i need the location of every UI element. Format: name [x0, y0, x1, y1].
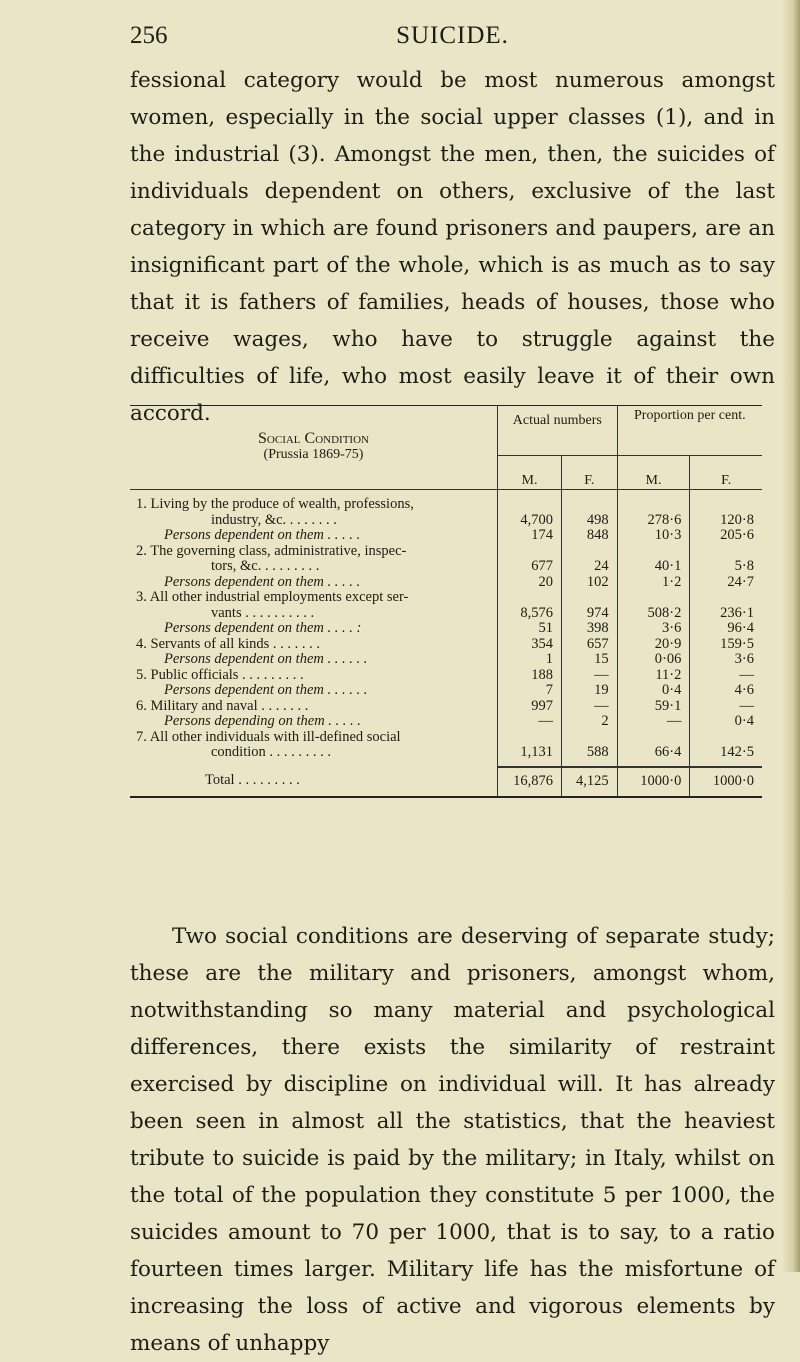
table-row [130, 544, 762, 575]
cell-pm: 508·2 [617, 590, 690, 621]
cell-f: 15 [562, 652, 618, 668]
row-label-line: 3. All other industrial employments except ser- [136, 589, 409, 605]
table-row [130, 637, 762, 653]
cell-f: 19 [562, 683, 618, 699]
cell-m: 4,700 [498, 497, 562, 528]
table-row [130, 683, 762, 699]
row-label-line: Persons dependent on them . . . . . . [164, 682, 368, 698]
row-label [130, 544, 498, 575]
cell-m: 7 [498, 683, 562, 699]
cell-pm: 3·6 [617, 621, 690, 637]
row-label [130, 497, 498, 528]
row-label-line: 4. Servants of all kinds . . . . . . . [136, 635, 321, 652]
row-label-line: 5. Public officials . . . . . . . . . [136, 666, 304, 683]
cell-pm: 59·1 [617, 699, 690, 715]
row-label-line: Persons dependent on them . . . . . . [164, 651, 368, 667]
row-label-line: Persons dependent on them . . . . . [164, 573, 361, 590]
page-number: 256 [130, 22, 168, 49]
cell-pm: 0·4 [617, 683, 690, 699]
cell-pm: 278·6 [617, 497, 690, 528]
total-f: 4,125 [562, 767, 618, 797]
cell-m: — [498, 714, 562, 730]
row-label-line: industry, &c. . . . . . . . [211, 511, 337, 528]
cell-pf: 120·8 [690, 497, 762, 528]
table-row [130, 730, 762, 761]
cell-m: 8,576 [498, 590, 562, 621]
cell-f: 398 [562, 621, 618, 637]
row-label [130, 714, 498, 730]
cell-pm: 0·06 [617, 652, 690, 668]
cell-pm: 10·3 [617, 528, 690, 544]
cell-pf: 96·4 [690, 621, 762, 637]
cell-f: — [562, 699, 618, 715]
table-row [130, 497, 762, 528]
row-label-line: condition . . . . . . . . . [211, 744, 332, 760]
cell-f: 2 [562, 714, 618, 730]
cell-f: 24 [562, 544, 618, 575]
cell-m: 1 [498, 652, 562, 668]
row-label [130, 652, 498, 668]
table-row [130, 528, 762, 544]
cell-pm: 11·2 [617, 668, 690, 684]
cell-f: 848 [562, 528, 618, 544]
row-label [130, 683, 498, 699]
table-row [130, 652, 762, 668]
table-row [130, 714, 762, 730]
row-label [130, 730, 498, 761]
running-head [130, 22, 775, 56]
header-prop-f: F. [690, 455, 762, 489]
header-condition-label: Social Condition [258, 430, 369, 448]
chapter-title: SUICIDE. [396, 22, 509, 49]
suicide-social-condition-table [130, 405, 762, 798]
row-label-line: 2. The governing class, administrative, inspec- [136, 542, 407, 559]
cell-pf: — [690, 668, 762, 684]
total-pm: 1000·0 [617, 767, 690, 797]
cell-pf: — [690, 699, 762, 715]
row-label-line: Persons dependent on them . . . . . [164, 527, 361, 543]
cell-pf: 3·6 [690, 652, 762, 668]
cell-m: 174 [498, 528, 562, 544]
cell-m: 20 [498, 575, 562, 591]
total-m: 16,876 [498, 767, 562, 797]
cell-pf: 24·7 [690, 575, 762, 591]
cell-m: 677 [498, 544, 562, 575]
row-label [130, 621, 498, 637]
cell-pf: 236·1 [690, 590, 762, 621]
cell-f: 498 [562, 497, 618, 528]
paragraph-1: fessional category would be most numerous amongst women, especially in the social upper classes (1), and in the industrial (3). Amongst the men, then, the suicides of individuals dependent on others, exclusive of the last category in which are found prisoners and paupers, are an insignificant part of the whole, which is as much as to say that it is fathers of families, heads of houses, those who receive wages, who have to struggle against the difficulties of life, who most easily leave it of their own accord. [130, 68, 775, 426]
cell-pf: 0·4 [690, 714, 762, 730]
cell-pm: 66·4 [617, 730, 690, 761]
total-label: Total . . . . . . . . . [205, 772, 300, 789]
row-label [130, 637, 498, 653]
row-label-line: tors, &c. . . . . . . . . [211, 558, 320, 574]
row-label-line: 7. All other individuals with ill-defined social [136, 728, 401, 745]
table-row [130, 699, 762, 715]
row-label-line: vants . . . . . . . . . . [211, 604, 315, 621]
row-label [130, 528, 498, 544]
cell-pm: 1·2 [617, 575, 690, 591]
cell-m: 354 [498, 637, 562, 653]
cell-f: 588 [562, 730, 618, 761]
paragraph-2: Two social conditions are deserving of separate study; these are the military and prisoners, amongst whom, notwithstanding so many material and psychological differences, there exists the similarity of restraint exercised by discipline on individual will. It has already been seen in almost all the statistics, that the heaviest tribute to suicide is paid by the military; in Italy, whilst on the total of the population they constitute 5 per 1000, the suicides amount to 70 per 1000, that is to say, to a ratio fourteen times larger. Military life has the misfortune of increasing the loss of active and vigorous elements by means of unhappy [130, 924, 775, 1356]
cell-pf: 205·6 [690, 528, 762, 544]
cell-pm: 20·9 [617, 637, 690, 653]
table-row [130, 590, 762, 621]
cell-f: 974 [562, 590, 618, 621]
cell-f: 657 [562, 637, 618, 653]
row-label [130, 590, 498, 621]
cell-f: — [562, 668, 618, 684]
total-pf: 1000·0 [690, 767, 762, 797]
row-label-line: Persons dependent on them . . . . : [164, 620, 362, 636]
cell-m: 997 [498, 699, 562, 715]
cell-pf: 4·6 [690, 683, 762, 699]
table-row [130, 575, 762, 591]
table-row [130, 621, 762, 637]
row-label [130, 699, 498, 715]
header-actual-numbers: Actual numbers [498, 405, 618, 455]
cell-m: 188 [498, 668, 562, 684]
cell-pf: 5·8 [690, 544, 762, 575]
cell-f: 102 [562, 575, 618, 591]
total-row [130, 767, 762, 797]
header-actual-m: M. [498, 455, 562, 489]
row-label-line: 1. Living by the produce of wealth, professions, [136, 496, 414, 512]
header-social-condition [130, 405, 498, 489]
cell-m: 1,131 [498, 730, 562, 761]
cell-m: 51 [498, 621, 562, 637]
row-label [130, 668, 498, 684]
cell-pf: 142·5 [690, 730, 762, 761]
header-proportion: Proportion per cent. [617, 405, 762, 455]
header-prop-m: M. [617, 455, 690, 489]
header-actual-f: F. [562, 455, 618, 489]
header-condition-sub: (Prussia 1869-75) [263, 446, 364, 462]
cell-pm: 40·1 [617, 544, 690, 575]
cell-pf: 159·5 [690, 637, 762, 653]
cell-pm: — [617, 714, 690, 730]
page-edge [782, 0, 800, 1272]
table-row [130, 668, 762, 684]
row-label-line: Persons depending on them . . . . . [164, 713, 361, 729]
row-label-line: 6. Military and naval . . . . . . . [136, 697, 309, 714]
row-label [130, 575, 498, 591]
